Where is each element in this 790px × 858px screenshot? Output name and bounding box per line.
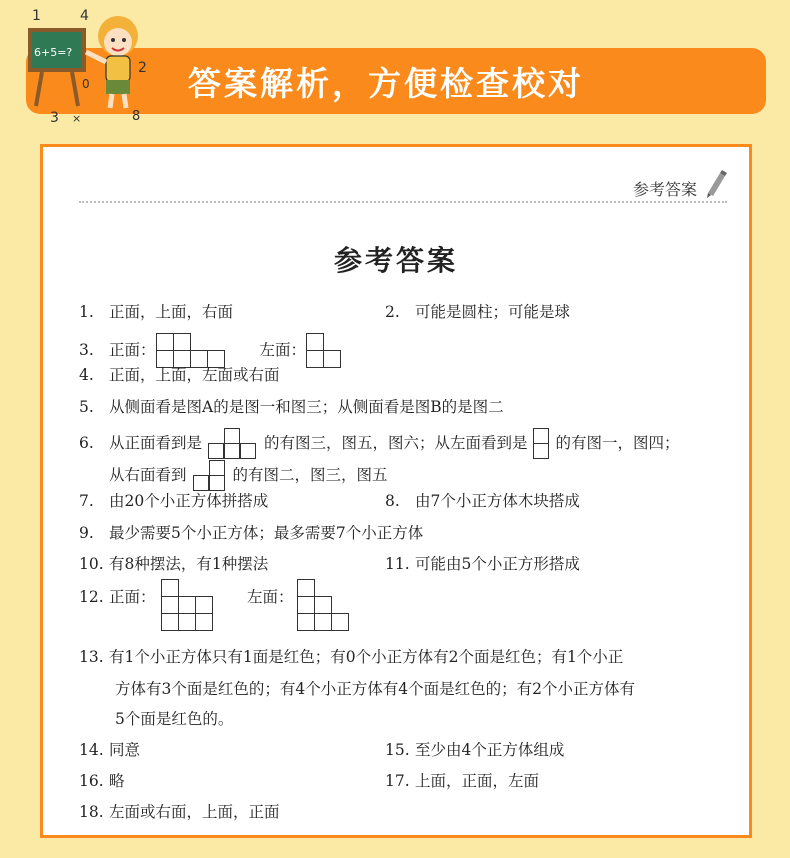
answer-14: 14. 同意 (79, 741, 141, 759)
doodle-times: × (72, 112, 82, 125)
answer-6: 6. 从正面看到是 的有图三，图五，图六；从左面看到是 的有图一，图四； (79, 428, 680, 460)
figure-12-left (297, 579, 351, 633)
banner-title: 答案解析，方便检查校对 (188, 64, 584, 103)
answer-7: 7. 由20个小正方体拼搭成 (79, 492, 269, 510)
doodle-2: 2 (138, 60, 147, 76)
figure-6-right (193, 460, 227, 492)
doc-title: 参考答案 (333, 244, 458, 277)
pencil-icon (703, 169, 727, 199)
doodle-3: 3 (50, 110, 59, 126)
chalkboard-text: 6+5=? (34, 46, 73, 59)
figure-3-left (306, 333, 342, 369)
divider (79, 201, 727, 203)
answer-8: 8. 由7个小正方体木块搭成 (385, 492, 580, 510)
answer-9: 9. 最少需要5个小正方体；最多需要7个小正方体 (79, 524, 424, 542)
answer-12-left-label: 左面： (247, 588, 294, 606)
answer-10: 10. 有8种摆法，有1种摆法 (79, 555, 269, 573)
chalkboard-kid-icon (20, 2, 160, 127)
answer-card (40, 144, 752, 838)
answer-3: 3. 正面： 左面： (79, 333, 342, 369)
answer-5: 5. 从侧面看是图A的是图一和图三；从侧面看是图B的是图二 (79, 398, 504, 416)
header-label: 参考答案 (632, 180, 697, 199)
answer-6-cont: 从右面看到 的有图二，图三，图五 (109, 460, 388, 492)
answer-16: 16. 略 (79, 772, 125, 790)
answer-13-line2: 方体有3个面是红色的；有4个小正方体有4个面是红色的；有2个小正方体有 (115, 680, 635, 698)
answer-11: 11. 可能由5个小正方形搭成 (385, 555, 580, 573)
doodle-1: 1 (32, 8, 41, 24)
figure-6-front (208, 428, 258, 460)
answer-1: 1. 正面，上面，右面 (79, 303, 234, 321)
doodle-8: 8 (132, 109, 141, 124)
answer-18: 18. 左面或右面，上面，正面 (79, 803, 280, 821)
answer-13-line3: 5个面是红色的。 (115, 710, 234, 728)
answer-13: 13. 有1个小正方体只有1面是红色；有0个小正方体有2个面是红色；有1个小正 (79, 648, 624, 666)
answer-17: 17. 上面，正面，左面 (385, 772, 540, 790)
answer-2: 2. 可能是圆柱；可能是球 (385, 303, 571, 321)
answer-4: 4. 正面，上面，左面或右面 (79, 366, 280, 384)
figure-6-left (533, 428, 551, 460)
figure-3-front (156, 333, 226, 369)
figure-12-front (161, 579, 215, 633)
doodle-4: 4 (80, 8, 89, 24)
answer-12: 12. 正面： (79, 588, 156, 606)
answer-15: 15. 至少由4个正方体组成 (385, 741, 565, 759)
doodle-0: 0 (82, 77, 90, 91)
